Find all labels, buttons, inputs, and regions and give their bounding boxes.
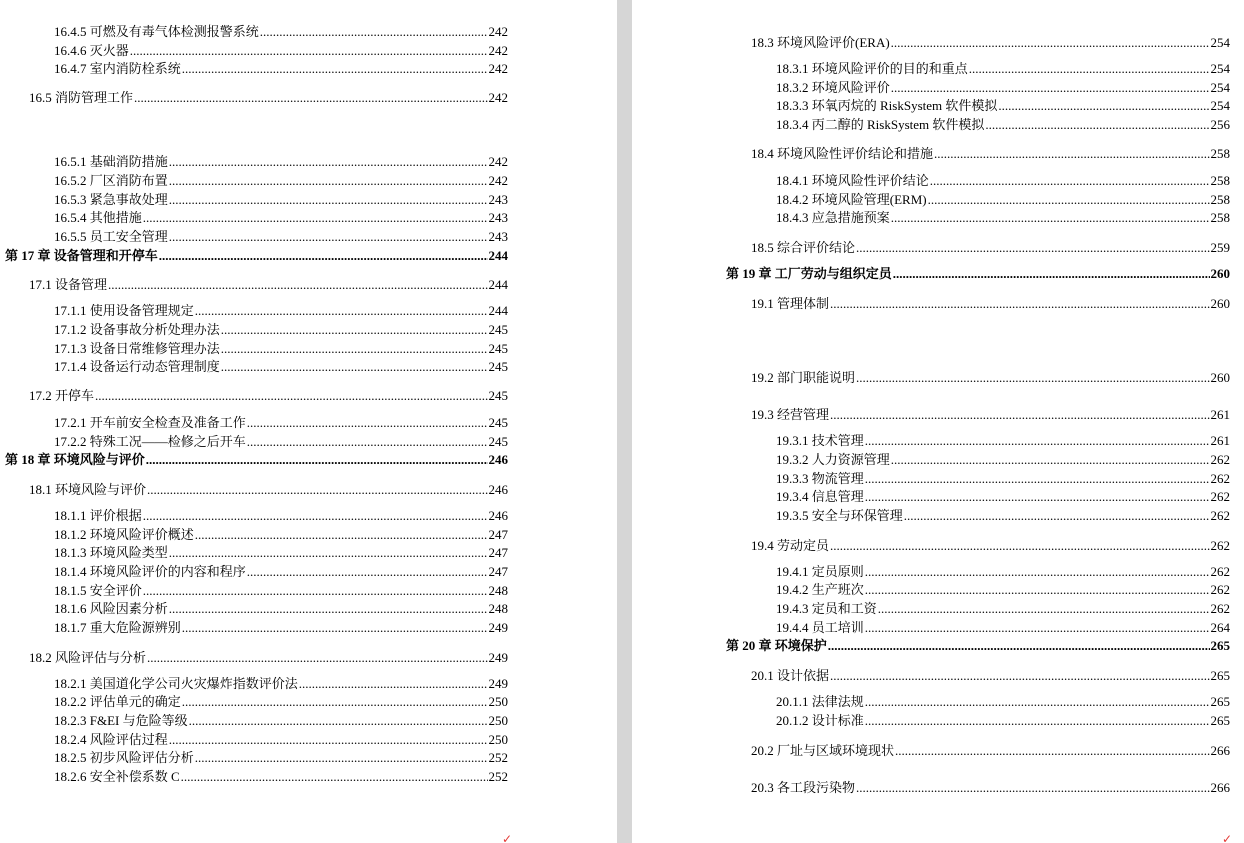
toc-chapter-entry[interactable] <box>726 638 1230 653</box>
toc-entry-page: 247 <box>488 527 508 542</box>
toc-entry-title: 18.3 环境风险评价(ERA) <box>751 35 890 50</box>
leader-dots <box>130 43 488 58</box>
toc-entry-page: 249 <box>488 620 508 635</box>
toc-entry-title: 18.4 环境风险性评价结论和措施 <box>751 146 934 161</box>
toc-entry-page: 248 <box>488 583 508 598</box>
toc-entry-title: 20.1 设计依据 <box>751 668 830 683</box>
toc-entry-title: 17.1.1 使用设备管理规定 <box>54 303 194 318</box>
toc-entry-title: 17.1.4 设备运行动态管理制度 <box>54 359 220 374</box>
toc-entry[interactable] <box>54 545 508 560</box>
leader-dots <box>828 638 1210 653</box>
toc-entry-title: 19.3.1 技术管理 <box>776 433 864 448</box>
toc-entry-page: 256 <box>1210 117 1230 132</box>
toc-entry-page: 242 <box>488 24 508 39</box>
leader-dots <box>830 668 1209 683</box>
leader-dots <box>969 61 1210 76</box>
toc-entry-page: 262 <box>1210 508 1230 523</box>
toc-entry-page: 262 <box>1210 582 1230 597</box>
toc-entry-page: 250 <box>488 694 508 709</box>
toc-entry[interactable] <box>776 452 1230 467</box>
toc-entry-title: 19.4.4 员工培训 <box>776 620 864 635</box>
leader-dots <box>865 433 1210 448</box>
leader-dots <box>159 248 488 263</box>
toc-entry-title: 18.3.1 环境风险评价的目的和重点 <box>776 61 968 76</box>
toc-entry-page: 242 <box>488 43 508 58</box>
toc-entry-page: 258 <box>1210 146 1230 161</box>
leader-dots <box>830 538 1209 553</box>
leader-dots <box>856 780 1209 795</box>
red-check-mark-icon: ✓ <box>1222 832 1233 843</box>
toc-entry[interactable] <box>776 582 1230 597</box>
leader-dots <box>865 582 1210 597</box>
leader-dots <box>195 750 488 765</box>
leader-dots <box>865 620 1210 635</box>
toc-entry-title: 18.2 风险评估与分析 <box>29 650 147 665</box>
toc-entry-title: 20.1.2 设计标准 <box>776 713 864 728</box>
leader-dots <box>891 35 1210 50</box>
toc-entry-page: 249 <box>488 676 508 691</box>
toc-entry-page: 261 <box>1210 433 1230 448</box>
leader-dots <box>143 210 488 225</box>
toc-entry[interactable] <box>751 668 1230 683</box>
leader-dots <box>169 154 488 169</box>
toc-entry-title: 18.4.3 应急措施预案 <box>776 210 890 225</box>
leader-dots <box>830 296 1209 311</box>
toc-entry[interactable] <box>54 341 508 356</box>
toc-entry-page: 252 <box>488 769 508 784</box>
toc-entry-title: 19.3.4 信息管理 <box>776 489 864 504</box>
toc-entry-title: 19.3.2 人力资源管理 <box>776 452 890 467</box>
leader-dots <box>891 80 1210 95</box>
toc-entry-page: 262 <box>1210 471 1230 486</box>
toc-entry-title: 18.1.4 环境风险评价的内容和程序 <box>54 564 246 579</box>
toc-entry[interactable] <box>776 210 1230 225</box>
toc-entry-title: 18.4.1 环境风险性评价结论 <box>776 173 929 188</box>
toc-entry-page: 242 <box>488 90 508 105</box>
toc-entry-page: 245 <box>488 359 508 374</box>
toc-entry-page: 265 <box>1210 638 1230 653</box>
toc-entry-page: 261 <box>1210 407 1230 422</box>
toc-entry-title: 17.1 设备管理 <box>29 277 108 292</box>
toc-entry-page: 262 <box>1210 538 1230 553</box>
toc-entry-title: 16.5.3 紧急事故处理 <box>54 192 168 207</box>
toc-entry[interactable] <box>751 538 1230 553</box>
leader-dots <box>182 620 488 635</box>
toc-entry[interactable] <box>54 303 508 318</box>
toc-entry[interactable] <box>54 61 508 76</box>
toc-entry-page: 266 <box>1210 743 1230 758</box>
toc-entry[interactable] <box>776 98 1230 113</box>
toc-entry-page: 265 <box>1210 668 1230 683</box>
leader-dots <box>247 564 488 579</box>
toc-entry-page: 246 <box>488 482 508 497</box>
leader-dots <box>221 341 488 356</box>
toc-entry[interactable] <box>54 620 508 635</box>
toc-chapter-entry[interactable] <box>5 452 508 467</box>
toc-entry-page: 262 <box>1210 601 1230 616</box>
toc-entry-page: 243 <box>488 229 508 244</box>
toc-entry-page: 247 <box>488 564 508 579</box>
toc-entry[interactable] <box>54 508 508 523</box>
toc-entry-page: 245 <box>488 341 508 356</box>
toc-entry-page: 260 <box>1210 266 1230 281</box>
leader-dots <box>143 583 488 598</box>
leader-dots <box>147 482 487 497</box>
toc-entry-page: 245 <box>488 415 508 430</box>
leader-dots <box>195 303 488 318</box>
toc-entry-page: 248 <box>488 601 508 616</box>
toc-entry[interactable] <box>54 676 508 691</box>
toc-entry[interactable] <box>776 601 1230 616</box>
toc-entry[interactable] <box>776 192 1230 207</box>
toc-entry[interactable] <box>54 415 508 430</box>
toc-entry-page: 243 <box>488 192 508 207</box>
leader-dots <box>865 564 1210 579</box>
toc-entry-page: 258 <box>1210 192 1230 207</box>
leader-dots <box>856 240 1209 255</box>
toc-chapter-entry[interactable] <box>726 266 1230 281</box>
toc-entry-title: 17.2.1 开车前安全检查及准备工作 <box>54 415 246 430</box>
leader-dots <box>181 769 488 784</box>
leader-dots <box>299 676 488 691</box>
toc-entry-title: 17.1.2 设备事故分析处理办法 <box>54 322 220 337</box>
toc-entry[interactable] <box>751 240 1230 255</box>
toc-entry[interactable] <box>29 277 508 292</box>
toc-entry[interactable] <box>29 90 508 105</box>
leader-dots <box>928 192 1210 207</box>
toc-entry-title: 19.1 管理体制 <box>751 296 830 311</box>
toc-entry-title: 18.1.7 重大危险源辨别 <box>54 620 181 635</box>
leader-dots <box>878 601 1210 616</box>
leader-dots <box>221 359 488 374</box>
leader-dots <box>247 434 488 449</box>
leader-dots <box>895 743 1209 758</box>
toc-entry-title: 18.5 综合评价结论 <box>751 240 856 255</box>
leader-dots <box>865 471 1210 486</box>
toc-entry-page: 265 <box>1210 694 1230 709</box>
toc-entry[interactable] <box>776 694 1230 709</box>
toc-entry-title: 19.4.2 生产班次 <box>776 582 864 597</box>
toc-entry-title: 18.2.1 美国道化学公司火灾爆炸指数评价法 <box>54 676 298 691</box>
toc-entry-title: 19.4.1 定员原则 <box>776 564 864 579</box>
toc-entry[interactable] <box>54 750 508 765</box>
toc-entry[interactable] <box>29 482 508 497</box>
toc-entry-page: 250 <box>488 732 508 747</box>
toc-entry-title: 16.4.7 室内消防栓系统 <box>54 61 181 76</box>
toc-entry-title: 16.5 消防管理工作 <box>29 90 134 105</box>
toc-entry[interactable] <box>776 620 1230 635</box>
toc-entry[interactable] <box>54 564 508 579</box>
toc-entry-page: 242 <box>488 173 508 188</box>
toc-entry-title: 18.1.1 评价根据 <box>54 508 142 523</box>
toc-entry[interactable] <box>54 769 508 784</box>
toc-entry[interactable] <box>54 732 508 747</box>
toc-entry-title: 16.4.5 可燃及有毒气体检测报警系统 <box>54 24 259 39</box>
toc-entry-title: 19.4 劳动定员 <box>751 538 830 553</box>
toc-entry-title: 19.3 经营管理 <box>751 407 830 422</box>
toc-entry-title: 18.1.3 环境风险类型 <box>54 545 168 560</box>
leader-dots <box>904 508 1210 523</box>
toc-entry-page: 246 <box>488 452 508 467</box>
toc-entry-title: 18.1.5 安全评价 <box>54 583 142 598</box>
toc-entry-title: 18.1.6 风险因素分析 <box>54 601 168 616</box>
toc-entry[interactable] <box>54 43 508 58</box>
toc-entry[interactable] <box>751 35 1230 50</box>
toc-entry-page: 266 <box>1210 780 1230 795</box>
toc-entry-page: 262 <box>1210 489 1230 504</box>
toc-entry[interactable] <box>54 24 508 39</box>
toc-page-left <box>0 0 617 843</box>
leader-dots <box>221 322 488 337</box>
toc-entry-page: 249 <box>488 650 508 665</box>
toc-entry-title: 19.3.3 物流管理 <box>776 471 864 486</box>
leader-dots <box>147 650 487 665</box>
toc-entry-page: 254 <box>1210 61 1230 76</box>
toc-entry[interactable] <box>776 173 1230 188</box>
leader-dots <box>930 173 1210 188</box>
toc-entry-page: 258 <box>1210 173 1230 188</box>
toc-entry-title: 16.5.1 基础消防措施 <box>54 154 168 169</box>
leader-dots <box>146 452 488 467</box>
toc-entry-title: 18.2.2 评估单元的确定 <box>54 694 181 709</box>
leader-dots <box>998 98 1209 113</box>
toc-entry[interactable] <box>776 61 1230 76</box>
toc-entry[interactable] <box>776 508 1230 523</box>
toc-entry-title: 19.2 部门职能说明 <box>751 370 856 385</box>
toc-entry-title: 17.1.3 设备日常维修管理办法 <box>54 341 220 356</box>
toc-entry[interactable] <box>54 694 508 709</box>
toc-entry-page: 260 <box>1210 370 1230 385</box>
toc-entry-title: 18.3.2 环境风险评价 <box>776 80 890 95</box>
toc-entry-page: 260 <box>1210 296 1230 311</box>
leader-dots <box>169 192 488 207</box>
toc-entry[interactable] <box>54 192 508 207</box>
toc-entry[interactable] <box>751 780 1230 795</box>
toc-entry[interactable] <box>776 713 1230 728</box>
toc-entry-title: 16.5.2 厂区消防布置 <box>54 173 168 188</box>
toc-entry-title: 16.5.4 其他措施 <box>54 210 142 225</box>
toc-entry[interactable] <box>54 601 508 616</box>
leader-dots <box>169 229 488 244</box>
toc-entry-page: 262 <box>1210 564 1230 579</box>
toc-entry[interactable] <box>776 117 1230 132</box>
toc-entry[interactable] <box>54 713 508 728</box>
toc-entry-page: 259 <box>1210 240 1230 255</box>
toc-entry[interactable] <box>776 489 1230 504</box>
leader-dots <box>182 694 488 709</box>
toc-entry-page: 246 <box>488 508 508 523</box>
toc-entry[interactable] <box>751 146 1230 161</box>
leader-dots <box>934 146 1209 161</box>
toc-page-right <box>632 0 1244 843</box>
toc-entry-page: 264 <box>1210 620 1230 635</box>
leader-dots <box>260 24 488 39</box>
toc-entry-title: 18.2.6 安全补偿系数 C <box>54 769 180 784</box>
toc-entry-page: 252 <box>488 750 508 765</box>
toc-entry-page: 244 <box>488 303 508 318</box>
toc-chapter-entry[interactable] <box>5 248 508 263</box>
toc-entry[interactable] <box>54 322 508 337</box>
toc-entry-title: 16.5.5 员工安全管理 <box>54 229 168 244</box>
leader-dots <box>189 713 488 728</box>
toc-entry[interactable] <box>29 650 508 665</box>
leader-dots <box>169 173 488 188</box>
red-check-mark-icon: ✓ <box>502 832 513 843</box>
leader-dots <box>169 732 488 747</box>
toc-entry[interactable] <box>29 388 508 403</box>
toc-entry-title: 18.3.4 丙二醇的 RiskSystem 软件模拟 <box>776 117 985 132</box>
toc-entry[interactable] <box>776 471 1230 486</box>
toc-entry[interactable] <box>54 359 508 374</box>
leader-dots <box>985 117 1209 132</box>
toc-entry[interactable] <box>54 173 508 188</box>
toc-entry-title: 第 17 章 设备管理和开停车 <box>5 248 158 263</box>
leader-dots <box>169 601 488 616</box>
toc-entry[interactable] <box>751 370 1230 385</box>
toc-entry-title: 第 19 章 工厂劳动与组织定员 <box>726 266 892 281</box>
leader-dots <box>95 388 487 403</box>
toc-entry[interactable] <box>751 296 1230 311</box>
toc-entry-title: 18.3.3 环氧丙烷的 RiskSystem 软件模拟 <box>776 98 998 113</box>
leader-dots <box>830 407 1209 422</box>
toc-entry-page: 245 <box>488 322 508 337</box>
toc-entry-page: 244 <box>488 277 508 292</box>
toc-entry-title: 第 20 章 环境保护 <box>726 638 827 653</box>
toc-entry-title: 18.2.3 F&EI 与危险等级 <box>54 713 188 728</box>
leader-dots <box>891 452 1210 467</box>
toc-entry-title: 19.4.3 定员和工资 <box>776 601 877 616</box>
toc-entry-title: 18.2.5 初步风险评估分析 <box>54 750 194 765</box>
toc-entry-page: 250 <box>488 713 508 728</box>
toc-entry-title: 18.1 环境风险与评价 <box>29 482 147 497</box>
toc-entry[interactable] <box>776 80 1230 95</box>
toc-entry-page: 247 <box>488 545 508 560</box>
toc-entry-page: 244 <box>488 248 508 263</box>
toc-entry-title: 20.2 厂址与区域环境现状 <box>751 743 895 758</box>
leader-dots <box>108 277 487 292</box>
toc-entry-title: 18.4.2 环境风险管理(ERM) <box>776 192 927 207</box>
toc-entry-page: 254 <box>1210 98 1230 113</box>
leader-dots <box>143 508 488 523</box>
toc-entry-page: 243 <box>488 210 508 225</box>
leader-dots <box>247 415 488 430</box>
leader-dots <box>856 370 1209 385</box>
toc-entry[interactable] <box>751 743 1230 758</box>
leader-dots <box>169 545 488 560</box>
toc-entry-title: 18.1.2 环境风险评价概述 <box>54 527 194 542</box>
toc-entry[interactable] <box>54 210 508 225</box>
leader-dots <box>182 61 488 76</box>
toc-entry-title: 16.4.6 灭火器 <box>54 43 129 58</box>
leader-dots <box>865 694 1210 709</box>
leader-dots <box>134 90 487 105</box>
toc-entry[interactable] <box>776 433 1230 448</box>
toc-entry-title: 17.2 开停车 <box>29 388 95 403</box>
leader-dots <box>891 210 1210 225</box>
leader-dots <box>865 489 1210 504</box>
leader-dots <box>195 527 488 542</box>
toc-entry-page: 254 <box>1210 80 1230 95</box>
leader-dots <box>865 713 1210 728</box>
toc-entry-title: 18.2.4 风险评估过程 <box>54 732 168 747</box>
page-separator <box>617 0 632 843</box>
toc-entry-page: 265 <box>1210 713 1230 728</box>
toc-entry[interactable] <box>54 527 508 542</box>
toc-entry-page: 245 <box>488 434 508 449</box>
toc-entry-page: 254 <box>1210 35 1230 50</box>
toc-entry[interactable] <box>54 154 508 169</box>
toc-entry-title: 20.1.1 法律法规 <box>776 694 864 709</box>
toc-entry-page: 262 <box>1210 452 1230 467</box>
toc-entry[interactable] <box>54 434 508 449</box>
toc-entry-title: 17.2.2 特殊工况——检修之后开车 <box>54 434 246 449</box>
toc-entry-title: 19.3.5 安全与环保管理 <box>776 508 903 523</box>
toc-entry-title: 第 18 章 环境风险与评价 <box>5 452 145 467</box>
toc-entry-page: 242 <box>488 154 508 169</box>
toc-entry-title: 20.3 各工段污染物 <box>751 780 856 795</box>
toc-entry[interactable] <box>751 407 1230 422</box>
leader-dots <box>893 266 1210 281</box>
toc-entry-page: 258 <box>1210 210 1230 225</box>
toc-entry[interactable] <box>54 229 508 244</box>
toc-entry[interactable] <box>776 564 1230 579</box>
toc-entry-page: 242 <box>488 61 508 76</box>
toc-entry-page: 245 <box>488 388 508 403</box>
toc-entry[interactable] <box>54 583 508 598</box>
